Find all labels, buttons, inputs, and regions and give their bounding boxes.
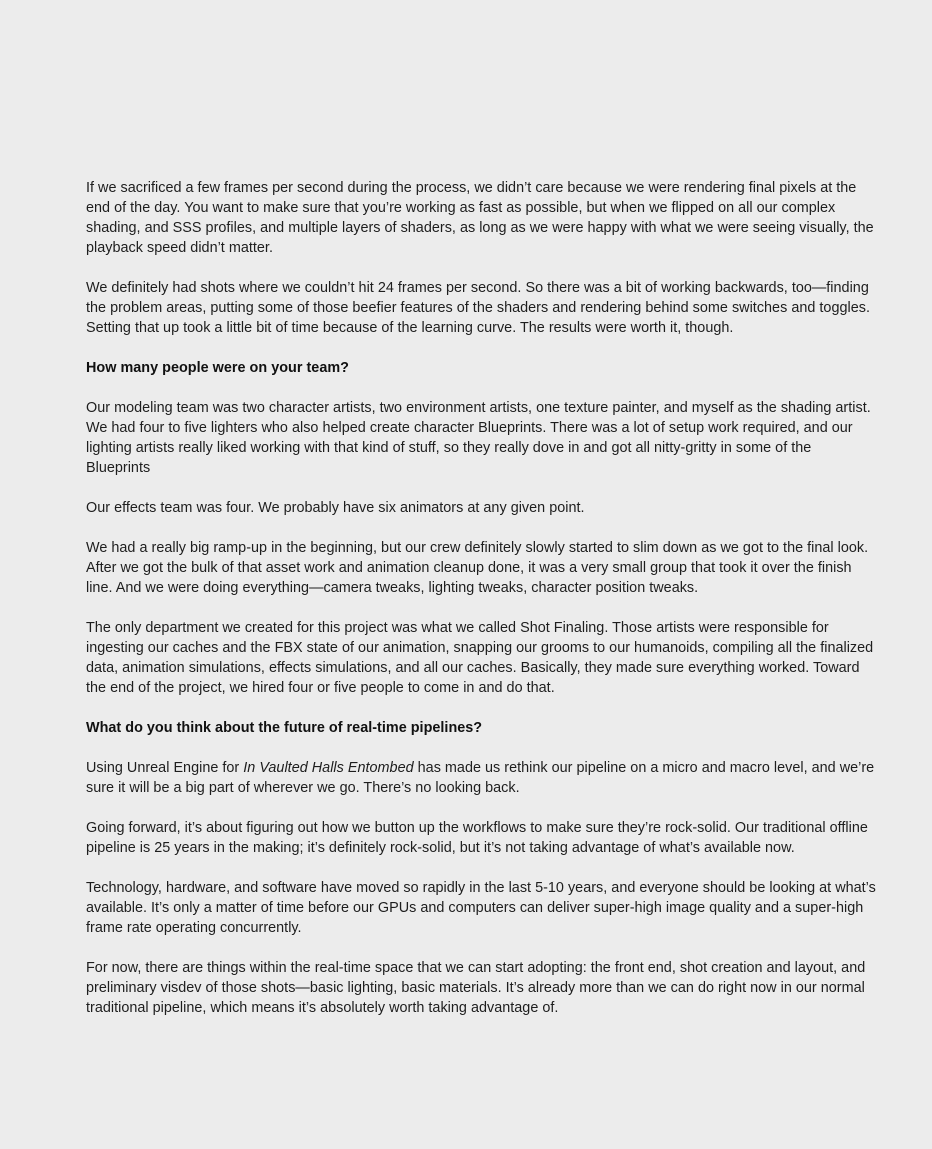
paragraph-technology: Technology, hardware, and software have moved so rapidly in the last 5-10 years, and everyone should be looking at what’s available. It’s only a matter of time before our GPUs and computers can deliver super-high image quality and a super-high frame rate operating concurrently. xyxy=(86,880,876,936)
project-title: In Vaulted Halls Entombed xyxy=(243,760,414,776)
paragraph-ramp-up: We had a really big ramp-up in the beginning, but our crew definitely slowly started to slim down as we got to the final look. After we got the bulk of that asset work and animation cleanup done, it was a very small group that took it over the finish line. And we were doing everything—camera tweaks, lighting tweaks, character position tweaks. xyxy=(86,540,869,596)
paragraph-playback-speed: If we sacrificed a few frames per second during the process, we didn’t care because we were rendering final pixels at the end of the day. You want to make sure that you’re working as fast as possible, but when we flipped on all our complex shading, and SSS profiles, and multiple layers of shaders, as long as we were happy with what we were seeing visually, the playback speed didn’t matter. xyxy=(86,180,874,256)
paragraph-rethink-pipeline xyxy=(86,758,876,798)
paragraph-modeling-team: Our modeling team was two character artists, two environment artists, one texture painter, and myself as the shading artist. We had four to five lighters who also helped create character Blueprints. There was a lot of setup work required, and our lighting artists really liked working with that kind of stuff, so they really dove in and got all nitty-gritty in some of the Blueprints xyxy=(86,400,871,476)
paragraph-workflows: Going forward, it’s about figuring out how we button up the workflows to make sure they’re rock-solid. Our traditional offline pipeline is 25 years in the making; it’s definitely rock-solid, but it’s not taking advantage of what’s available now. xyxy=(86,820,868,856)
paragraph-text: has made us rethink our pipeline on a micro and macro level, and we’re sure it will be a big part of wherever we go. There’s no looking back. xyxy=(86,760,875,796)
question-team-size: How many people were on your team? xyxy=(86,360,349,376)
paragraph-effects-team: Our effects team was four. We probably have six animators at any given point. xyxy=(86,500,585,516)
question-future-pipelines: What do you think about the future of real-time pipelines? xyxy=(86,720,483,736)
article-body xyxy=(86,178,876,1038)
paragraph-frame-rate: We definitely had shots where we couldn’t hit 24 frames per second. So there was a bit of working backwards, too—finding the problem areas, putting some of those beefier features of the shaders and rendering behind some switches and toggles. Setting that up took a little bit of time because of the learning curve. The results were worth it, though. xyxy=(86,280,870,336)
paragraph-shot-finaling: The only department we created for this project was what we called Shot Finaling. Those artists were responsible for ingesting our caches and the FBX state of our animation, snapping our grooms to our humanoids, compiling all the finalized data, animation simulations, effects simulations, and all our caches. Basically, they made sure everything worked. Toward the end of the project, we hired four or five people to come in and do that. xyxy=(86,620,874,696)
paragraph-adoption: For now, there are things within the real-time space that we can start adopting: the front end, shot creation and layout, and preliminary visdev of those shots—basic lighting, basic materials. It’s already more than we can do right now in our normal traditional pipeline, which means it’s absolutely worth taking advantage of. xyxy=(86,960,866,1016)
paragraph-text: Using Unreal Engine for xyxy=(86,760,244,776)
